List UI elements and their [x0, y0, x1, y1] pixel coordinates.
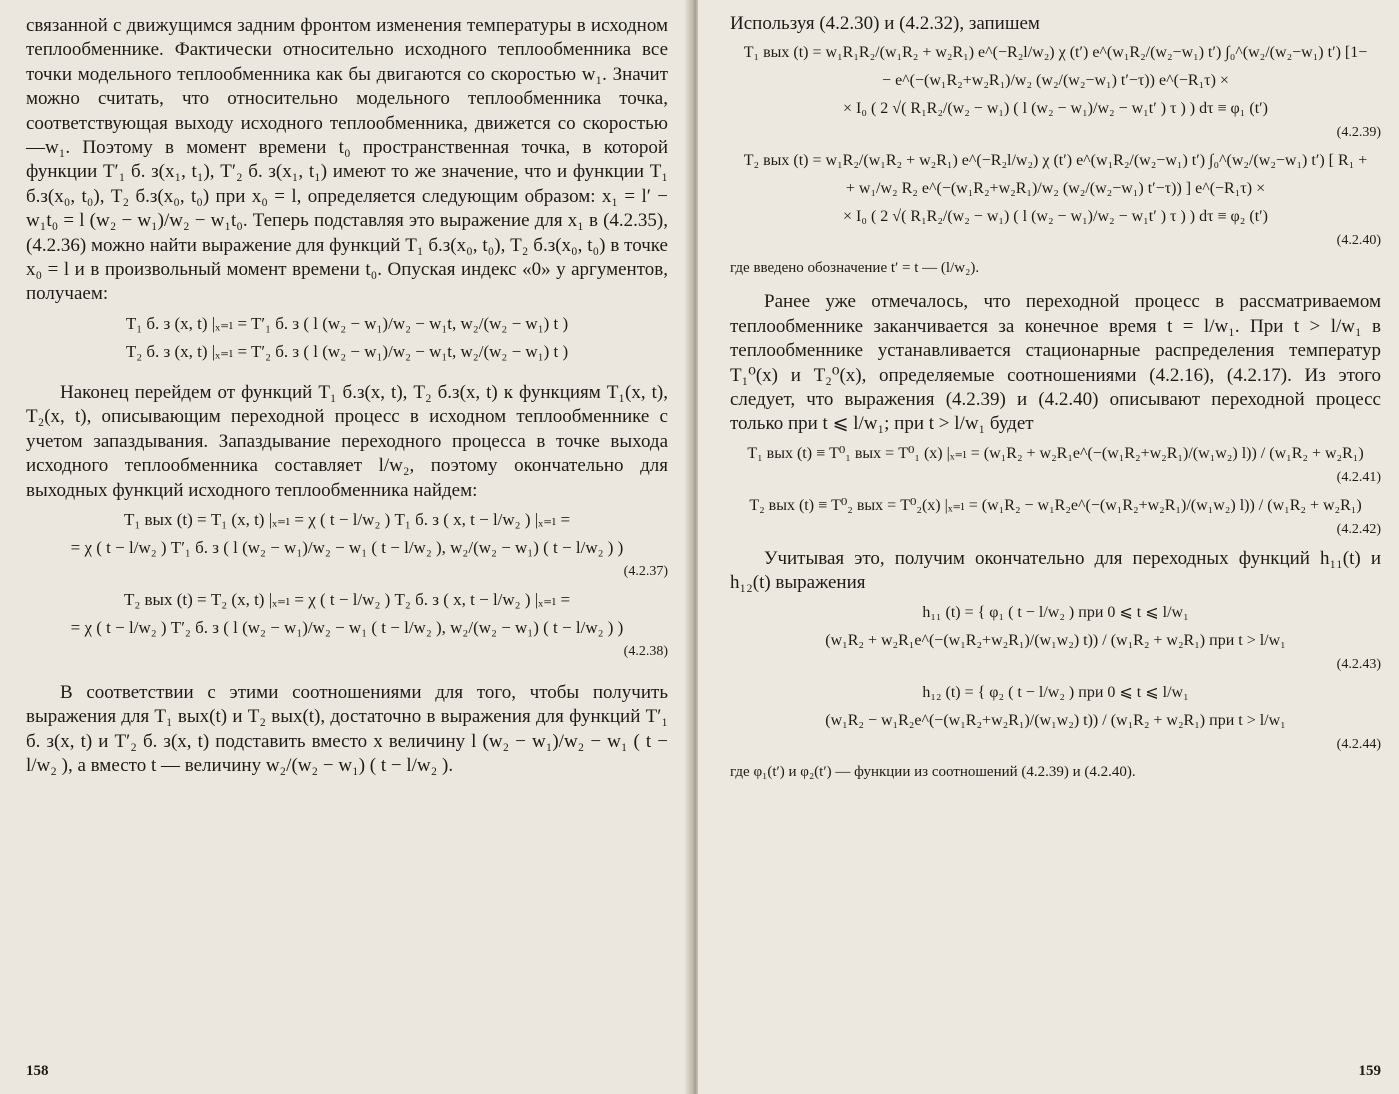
- equation-4-2-39-line2: − e^(−(w₁R₂+w₂R₁)/w₂ (w₂/(w₂−w₁) t′−τ)) e^(−R₁τ) ×: [882, 72, 1229, 90]
- equation-4-2-40-line3: [730, 206, 1381, 252]
- equation-t2-bz: T₂ б. з (x, t) |ₓ₌ₗ = T′₂ б. з ( l (w₂ − w₁)/w₂ − w₁t, w₂/(w₂ − w₁) t ): [125, 341, 569, 361]
- equation-4-2-38-line2: [26, 617, 668, 663]
- left-paragraph-1: связанной с движущимся задним фронтом изменения температуры в исходном теплообменнике. Фактически относительно исходного теплообменника все точки модельного теплообменника как бы двигаются со скоростью w₁. Значит можно считать, что относительно модельного теплообменника точка, соответствующая выходу исходного теплообменника, движется со скоростью —w₁. Поэтому в момент времени t₀ пространственная точка, в которой функции T′₁ б. з(x₁, t₁), T′₂ б. з(x₁, t₁) имеют то же значение, что и функции T₁ б.з(x₀, t₀), T₂ б.з(x₀, t₀) при x₀ = l, определяется следующим образом: x₁ = l′ − w₁t₀ = l (w₂ − w₁)/w₂ − w₁t₀. Теперь подставляя это выражение для x₁ в (4.2.35), (4.2.36) можно найти выражение для функций T₁ б.з(x₀, t₀), T₂ б.з(x₀, t₀) в точке x₀ = l и в произвольный момент времени t₀. Опуская индекс «0» у аргументов, получаем:: [26, 15, 668, 305]
- equation-4-2-44-case2: [730, 710, 1381, 756]
- equation-4-2-39-line3-text: × I₀ ( 2 √( R₁R₂/(w₂ − w₁) ( l (w₂ − w₁)/w₂ − w₁t′ ) τ ) ) dτ ≡ φ₁ (t′): [843, 100, 1268, 118]
- notation-line: где введено обозначение t′ = t — (l/w₂).: [730, 260, 980, 277]
- right-paragraph-2: Учитывая это, получим окончательно для переходных функций h₁₁(t) и h₁₂(t) выражения: [730, 547, 1381, 594]
- equation-4-2-41: [730, 443, 1381, 489]
- equation-number-4-2-43: (4.2.43): [1336, 656, 1381, 672]
- equation-4-2-37-line2-text: = χ ( t − l/w₂ ) T′₁ б. з ( l (w₂ − w₁)/w₂ − w₁ ( t − l/w₂ ), w₂/(w₂ − w₁) ( t − l/w₂ ) ): [70, 537, 624, 557]
- equation-number-4-2-40: (4.2.40): [1336, 233, 1381, 249]
- equation-4-2-40-line1: T₂ вых (t) = w₁R₂/(w₁R₂ + w₂R₁) e^(−R₂l/w₂) χ (t′) e^(w₁R₂/(w₂−w₁) t′) ∫₀^(w₂/(w₂−w₁) t′) [ R₁ +: [743, 152, 1368, 170]
- equation-4-2-43-case2: [730, 630, 1381, 676]
- page-number-right: 159: [1358, 1063, 1381, 1079]
- equation-4-2-42-text: T₂ вых (t) ≡ T⁰₂ вых = T⁰₂(x) |ₓ₌ₗ = (w₁R₂ − w₁R₂e^(−(w₁R₂+w₂R₁)/(w₁w₂) l)) / (w₁R₂ + w₂R₁): [749, 496, 1362, 514]
- equation-4-2-41-text: T₁ вых (t) ≡ T⁰₁ вых = T⁰₁ (x) |ₓ₌ₗ = (w₁R₂ + w₂R₁e^(−(w₁R₂+w₂R₁)/(w₁w₂) l)) / (w₁R₂ + w₂R₁): [747, 444, 1364, 462]
- equation-t1-bz: T₁ б. з (x, t) |ₓ₌ₗ = T′₁ б. з ( l (w₂ − w₁)/w₂ − w₁t, w₂/(w₂ − w₁) t ): [125, 313, 569, 333]
- equation-4-2-37-line1: T₁ вых (t) = T₁ (x, t) |ₓ₌ₗ = χ ( t − l/w₂ ) T₁ б. з ( x, t − l/w₂ ) |ₓ₌ₗ =: [123, 509, 571, 529]
- equation-number-4-2-38: (4.2.38): [623, 643, 668, 659]
- left-page: [0, 0, 690, 1094]
- left-paragraph-3: В соответствии с этими соотношениями для того, чтобы получить выражения для T₁ вых(t) и T₂ вых(t), достаточно в выражения для функций T′₁ б. з(x, t) и T′₂ б. з(x, t) подставить вместо x величину l (w₂ − w₁)/w₂ − w₁ ( t − l/w₂ ), а вместо t — величину w₂/(w₂ − w₁) ( t − l/w₂ ).: [26, 681, 668, 777]
- equation-4-2-44-case2-text: (w₁R₂ − w₁R₂e^(−(w₁R₂+w₂R₁)/(w₁w₂) t)) / (w₁R₂ + w₂R₁) при t > l/w₁: [825, 711, 1286, 729]
- equation-number-4-2-42: (4.2.42): [1336, 521, 1381, 537]
- equation-4-2-40-line3-text: × I₀ ( 2 √( R₁R₂/(w₂ − w₁) ( l (w₂ − w₁)/w₂ − w₁t′ ) τ ) ) dτ ≡ φ₂ (t′): [843, 208, 1268, 226]
- page-number-left: 158: [26, 1063, 49, 1079]
- equation-number-4-2-39: (4.2.39): [1336, 125, 1381, 141]
- equation-4-2-43-case2-text: (w₁R₂ + w₂R₁e^(−(w₁R₂+w₂R₁)/(w₁w₂) t)) / (w₁R₂ + w₂R₁) при t > l/w₁: [825, 631, 1286, 649]
- equation-4-2-39-line3: [730, 98, 1381, 144]
- right-paragraph-1: Ранее уже отмечалось, что переходной процесс в рассматриваемом теплообменнике заканчивается за конечное время t = l/w₁. При t > l/w₁ в теплообменнике устанавливается стационарные распределения температур T₁⁰(x) и T₂⁰(x), определяемые соотношениями (4.2.16), (4.2.17). Из этого следует, что выражения (4.2.39) и (4.2.40) описывают переходной процесс только при t ⩽ l/w₁; при t > l/w₁ будет: [730, 291, 1381, 435]
- equation-4-2-43-case1: h₁₁ (t) = { φ₁ ( t − l/w₂ ) при 0 ⩽ t ⩽ l/w₁: [922, 603, 1189, 621]
- equation-4-2-40-line2: + w₁/w₂ R₂ e^(−(w₁R₂+w₂R₁)/w₂ (w₂/(w₂−w₁) t′−τ)) ] e^(−R₁τ) ×: [845, 180, 1266, 198]
- closing-line: где φ₁(t′) и φ₂(t′) — функции из соотношений (4.2.39) и (4.2.40).: [730, 763, 1136, 780]
- equation-4-2-39-line1: T₁ вых (t) = w₁R₁R₂/(w₁R₂ + w₂R₁) e^(−R₂l/w₂) χ (t′) e^(w₁R₂/(w₂−w₁) t′) ∫₀^(w₂/(w₂−w₁) t′) [1−: [743, 44, 1368, 62]
- right-page: [698, 0, 1399, 1094]
- equation-4-2-37-line2: [26, 537, 668, 583]
- equation-4-2-44-case1: h₁₂ (t) = { φ₂ ( t − l/w₂ ) при 0 ⩽ t ⩽ l/w₁: [922, 683, 1189, 701]
- equation-4-2-38-line2-text: = χ ( t − l/w₂ ) T′₂ б. з ( l (w₂ − w₁)/w₂ − w₁ ( t − l/w₂ ), w₂/(w₂ − w₁) ( t − l/w₂ ) ): [70, 617, 624, 637]
- right-intro: Используя (4.2.30) и (4.2.32), запишем: [730, 13, 1040, 34]
- equation-number-4-2-44: (4.2.44): [1336, 736, 1381, 752]
- left-paragraph-2: Наконец перейдем от функций T₁ б.з(x, t), T₂ б.з(x, t) к функциям T₁(x, t), T₂(x, t), описывающим переходной процесс в исходном теплообменнике с учетом запаздывания. Запаздывание переходного процесса в точке выхода исходного теплообменника составляет l/w₂, поэтому окончательно для выходных функций исходного теплообменника найдем:: [26, 381, 668, 501]
- equation-4-2-42: [730, 495, 1381, 541]
- equation-number-4-2-41: (4.2.41): [1336, 469, 1381, 485]
- equation-number-4-2-37: (4.2.37): [623, 563, 668, 579]
- equation-4-2-38-line1: T₂ вых (t) = T₂ (x, t) |ₓ₌ₗ = χ ( t − l/w₂ ) T₂ б. з ( x, t − l/w₂ ) |ₓ₌ₗ =: [123, 589, 571, 609]
